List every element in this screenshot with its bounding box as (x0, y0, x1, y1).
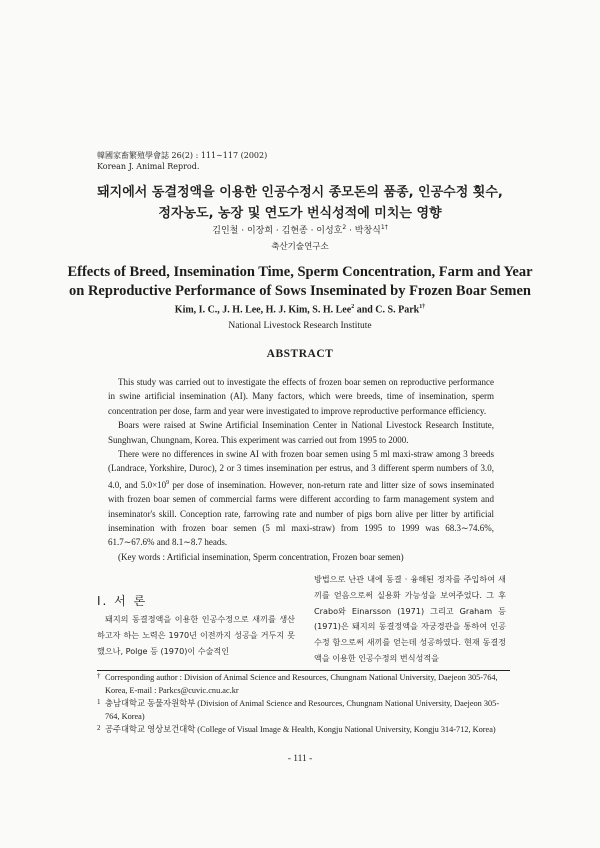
korean-authors (40, 223, 560, 236)
journal-citation-english: Korean J. Animal Reprod. (97, 162, 200, 171)
footnote-mark: † (97, 672, 101, 680)
korean-author-last: · 박창식 (346, 226, 381, 236)
english-title-line1: Effects of Breed, Insemination Time, Sperm Concentration, Farm and Year (67, 264, 533, 280)
abstract-keywords: (Key words : Artificial insemination, Sperm concentration, Frozen boar semen) (118, 551, 404, 562)
korean-institution: 축산기술연구소 (271, 242, 329, 252)
korean-author-names: 김인철 · 이장희 · 김현종 · 이성호 (212, 226, 343, 236)
intro-left-column (97, 612, 295, 659)
page-number: - 111 - (287, 754, 313, 764)
english-institution: National Livestock Research Institute (228, 321, 372, 331)
korean-title-line2: 정자농도, 농장 및 연도가 번식성적에 미치는 영향 (158, 206, 442, 221)
abstract-paragraph-3-end: per dose of insemination. However, non-return rate and litter size of sows inseminated with frozen boar semen of commercial farms were different according to farm management system and inseminator's skill. Conception rate, farrowing rate and number of pigs born alive per litter by artificial insemination with frozen boar semen (5 ml maxi-straw) from 1995 to 1999 was 68.3∼74.6%, 61.7∼67.6% and 8.1∼8.7 heads. (108, 479, 494, 548)
footnote-text: 충남대학교 동물자원학부 (Division of Animal Science and Resources, Chungnam National University, Daejeon 305-764, Korea) (105, 698, 500, 721)
abstract-exponent: 9 (166, 479, 170, 486)
footnote-affiliation-2 (97, 724, 513, 737)
journal-citation-korean: 韓國家畜繁殖學會誌 26(2) : 111∼117 (2002) (97, 151, 268, 160)
footnote-mark: 2 (97, 723, 101, 732)
english-author-names: Kim, I. C., J. H. Lee, H. J. Kim, S. H. Lee (174, 304, 352, 316)
footnote-mark: 1 (97, 697, 101, 706)
korean-author-sup-1: 1† (380, 224, 388, 231)
section-heading-introduction: Ⅰ. 서 론 (97, 594, 148, 608)
english-author-last: and C. S. Park (354, 304, 420, 316)
abstract-paragraph-1: This study was carried out to investigate the effects of frozen boar semen on reproductive performance in swine artificial insemination (AI). Many factors, which were breeds, time of insemination, sperm concentration per dose, farm and year were investigated to improve reproductive performance efficiency. (108, 377, 494, 416)
korean-title-line1: 돼지에서 동결정액을 이용한 인공수정시 종모돈의 품종, 인공수정 횟수, (97, 185, 503, 200)
footnotes (97, 672, 513, 737)
english-author-sup-2: 2 (351, 304, 355, 310)
english-author-sup-1: 1† (419, 304, 426, 310)
intro-right-text: 방법으로 난관 내에 동결 · 융해된 정자를 주입하여 새끼를 얻음으로써 실용화 가능성을 보여주었다. 그 후 Crabo와 Einarsson (1971) 그리고 Graham 등 (1971)은 돼지의 동결정액을 자궁경관을 통하여 인공수정 함으로써 새끼를 얻는데 성공하였다. 현재 동결정액을 이용한 인공수정의 번식성적을 (314, 574, 506, 663)
journal-citation (97, 150, 267, 172)
abstract-paragraph-3 (108, 447, 494, 550)
abstract-heading: ABSTRACT (266, 348, 334, 360)
abstract-paragraph-2: Boars were raised at Swine Artificial Insemination Center in National Livestock Research Institute, Sunghwan, Chungnam, Korea. This experiment was carried out from 1995 to 2000. (108, 420, 494, 445)
intro-right-column (314, 572, 506, 667)
intro-left-text: 돼지의 동결정액을 이용한 인공수정으로 새끼를 생산하고자 하는 노력은 1970년 이전까지 성공을 거두지 못했으나, Polge 등 (1970)이 수술적인 (97, 614, 295, 656)
abstract-body (108, 375, 494, 564)
english-title-line2: on Reproductive Performance of Sows Inseminated by Frozen Boar Semen (69, 283, 531, 299)
footnote-affiliation-1 (97, 698, 513, 724)
footnote-text: Corresponding author : Division of Animal Science and Resources, Chungnam National University, Daejeon 305-764, Korea, E-mail : Parkcs@cuvic.cnu.ac.kr (105, 673, 498, 695)
footnote-corresponding (97, 672, 513, 698)
abstract-paragraph-3-start: There were no differences in swine AI with frozen boar semen using 5 ml maxi-straw among 3 breeds (Landrace, Yorkshire, Duroc), 2 or 3 times insemination per estrus, and 3 different sperm numbers of 3.0, 4.0, and 5.0×10 (108, 449, 494, 490)
korean-author-sup-2: 2 (342, 224, 347, 231)
footnote-divider (97, 670, 510, 671)
footnote-text: 공주대학교 영상보건대학 (College of Visual Image & Health, Kongju National University, Kongju 314-712, Korea) (105, 724, 496, 734)
english-authors (40, 304, 560, 315)
